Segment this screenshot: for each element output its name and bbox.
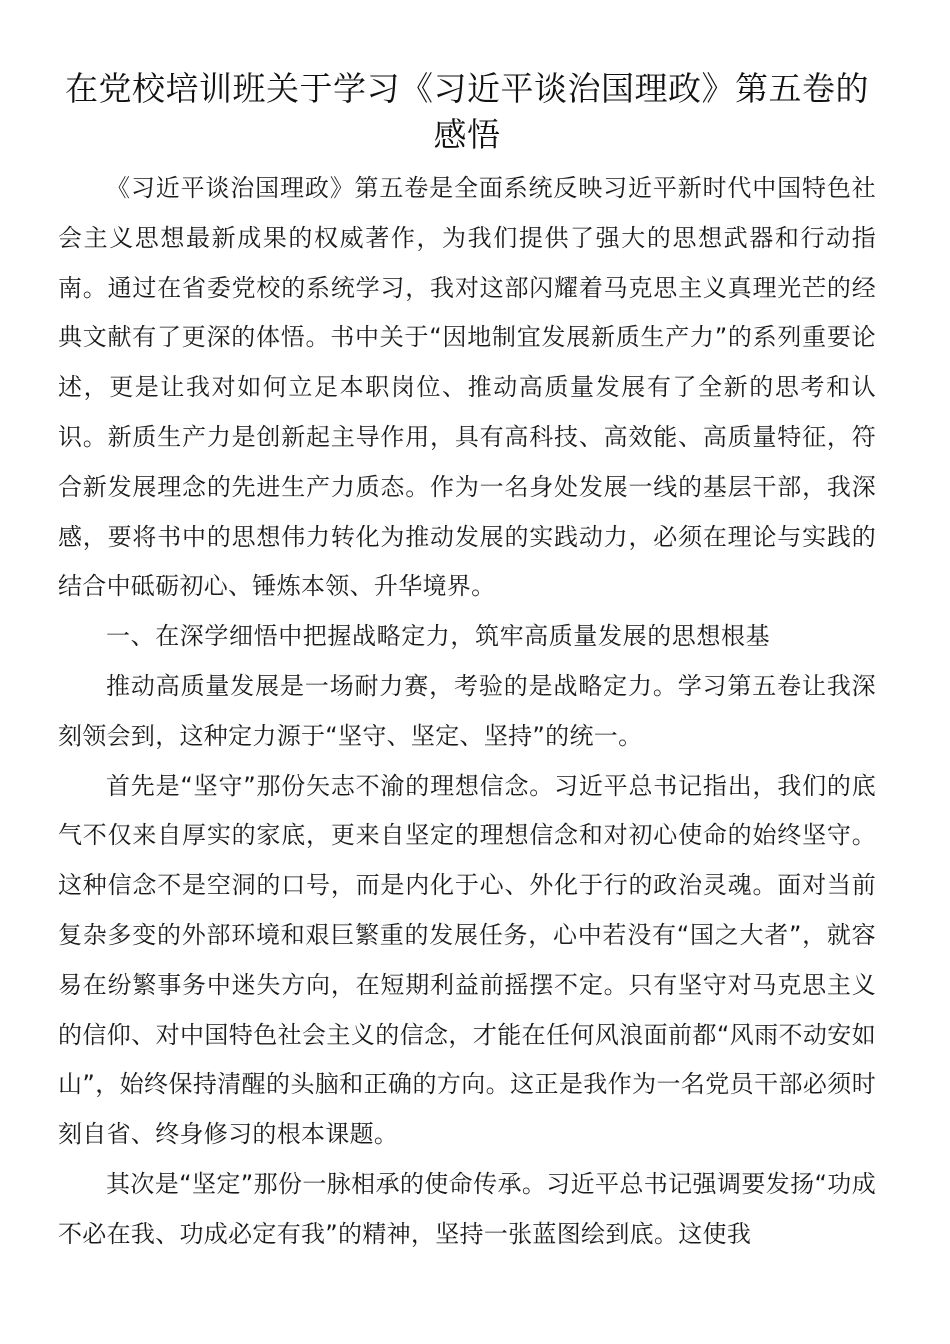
document-body xyxy=(58,164,876,1260)
body-paragraph: 推动高质量发展是一场耐力赛，考验的是战略定力。学习第五卷让我深刻领会到，这种定力源于“坚守、坚定、坚持”的统一。 xyxy=(58,671,876,750)
body-paragraph: 首先是“坚守”那份矢志不渝的理想信念。习近平总书记指出，我们的底气不仅来自厚实的家底，更来自坚定的理想信念和对初心使命的始终坚守。这种信念不是空洞的口号，而是内化于心、外化于行的政治灵魂。面对当前复杂多变的外部环境和艰巨繁重的发展任务，心中若没有“国之大者”，就容易在纷繁事务中迷失方向，在短期利益前摇摆不定。只有坚守对马克思主义的信仰、对中国特色社会主义的信念，才能在任何风浪面前都“风雨不动安如山”，始终保持清醒的头脑和正确的方向。这正是我作为一名党员干部必须时刻自省、终身修习的根本课题。 xyxy=(58,771,876,1149)
intro-paragraph: 《习近平谈治国理政》第五卷是全面系统反映习近平新时代中国特色社会主义思想最新成果的权威著作，为我们提供了强大的思想武器和行动指南。通过在省委党校的系统学习，我对这部闪耀着马克思主义真理光芒的经典文献有了更深的体悟。书中关于“因地制宜发展新质生产力”的系列重要论述，更是让我对如何立足本职岗位、推动高质量发展有了全新的思考和认识。新质生产力是创新起主导作用，具有高科技、高效能、高质量特征，符合新发展理念的先进生产力质态。作为一名身处发展一线的基层干部，我深感，要将书中的思想伟力转化为推动发展的实践动力，必须在理论与实践的结合中砥砺初心、锤炼本领、升华境界。 xyxy=(58,174,876,601)
document-title: 在党校培训班关于学习《习近平谈治国理政》第五卷的感悟 xyxy=(65,69,869,154)
section-heading: 一、在深学细悟中把握战略定力，筑牢高质量发展的思想根基 xyxy=(106,622,771,651)
body-paragraph: 其次是“坚定”那份一脉相承的使命传承。习近平总书记强调要发扬“功成不必在我、功成必定有我”的精神，坚持一张蓝图绘到底。这使我 xyxy=(58,1169,876,1248)
